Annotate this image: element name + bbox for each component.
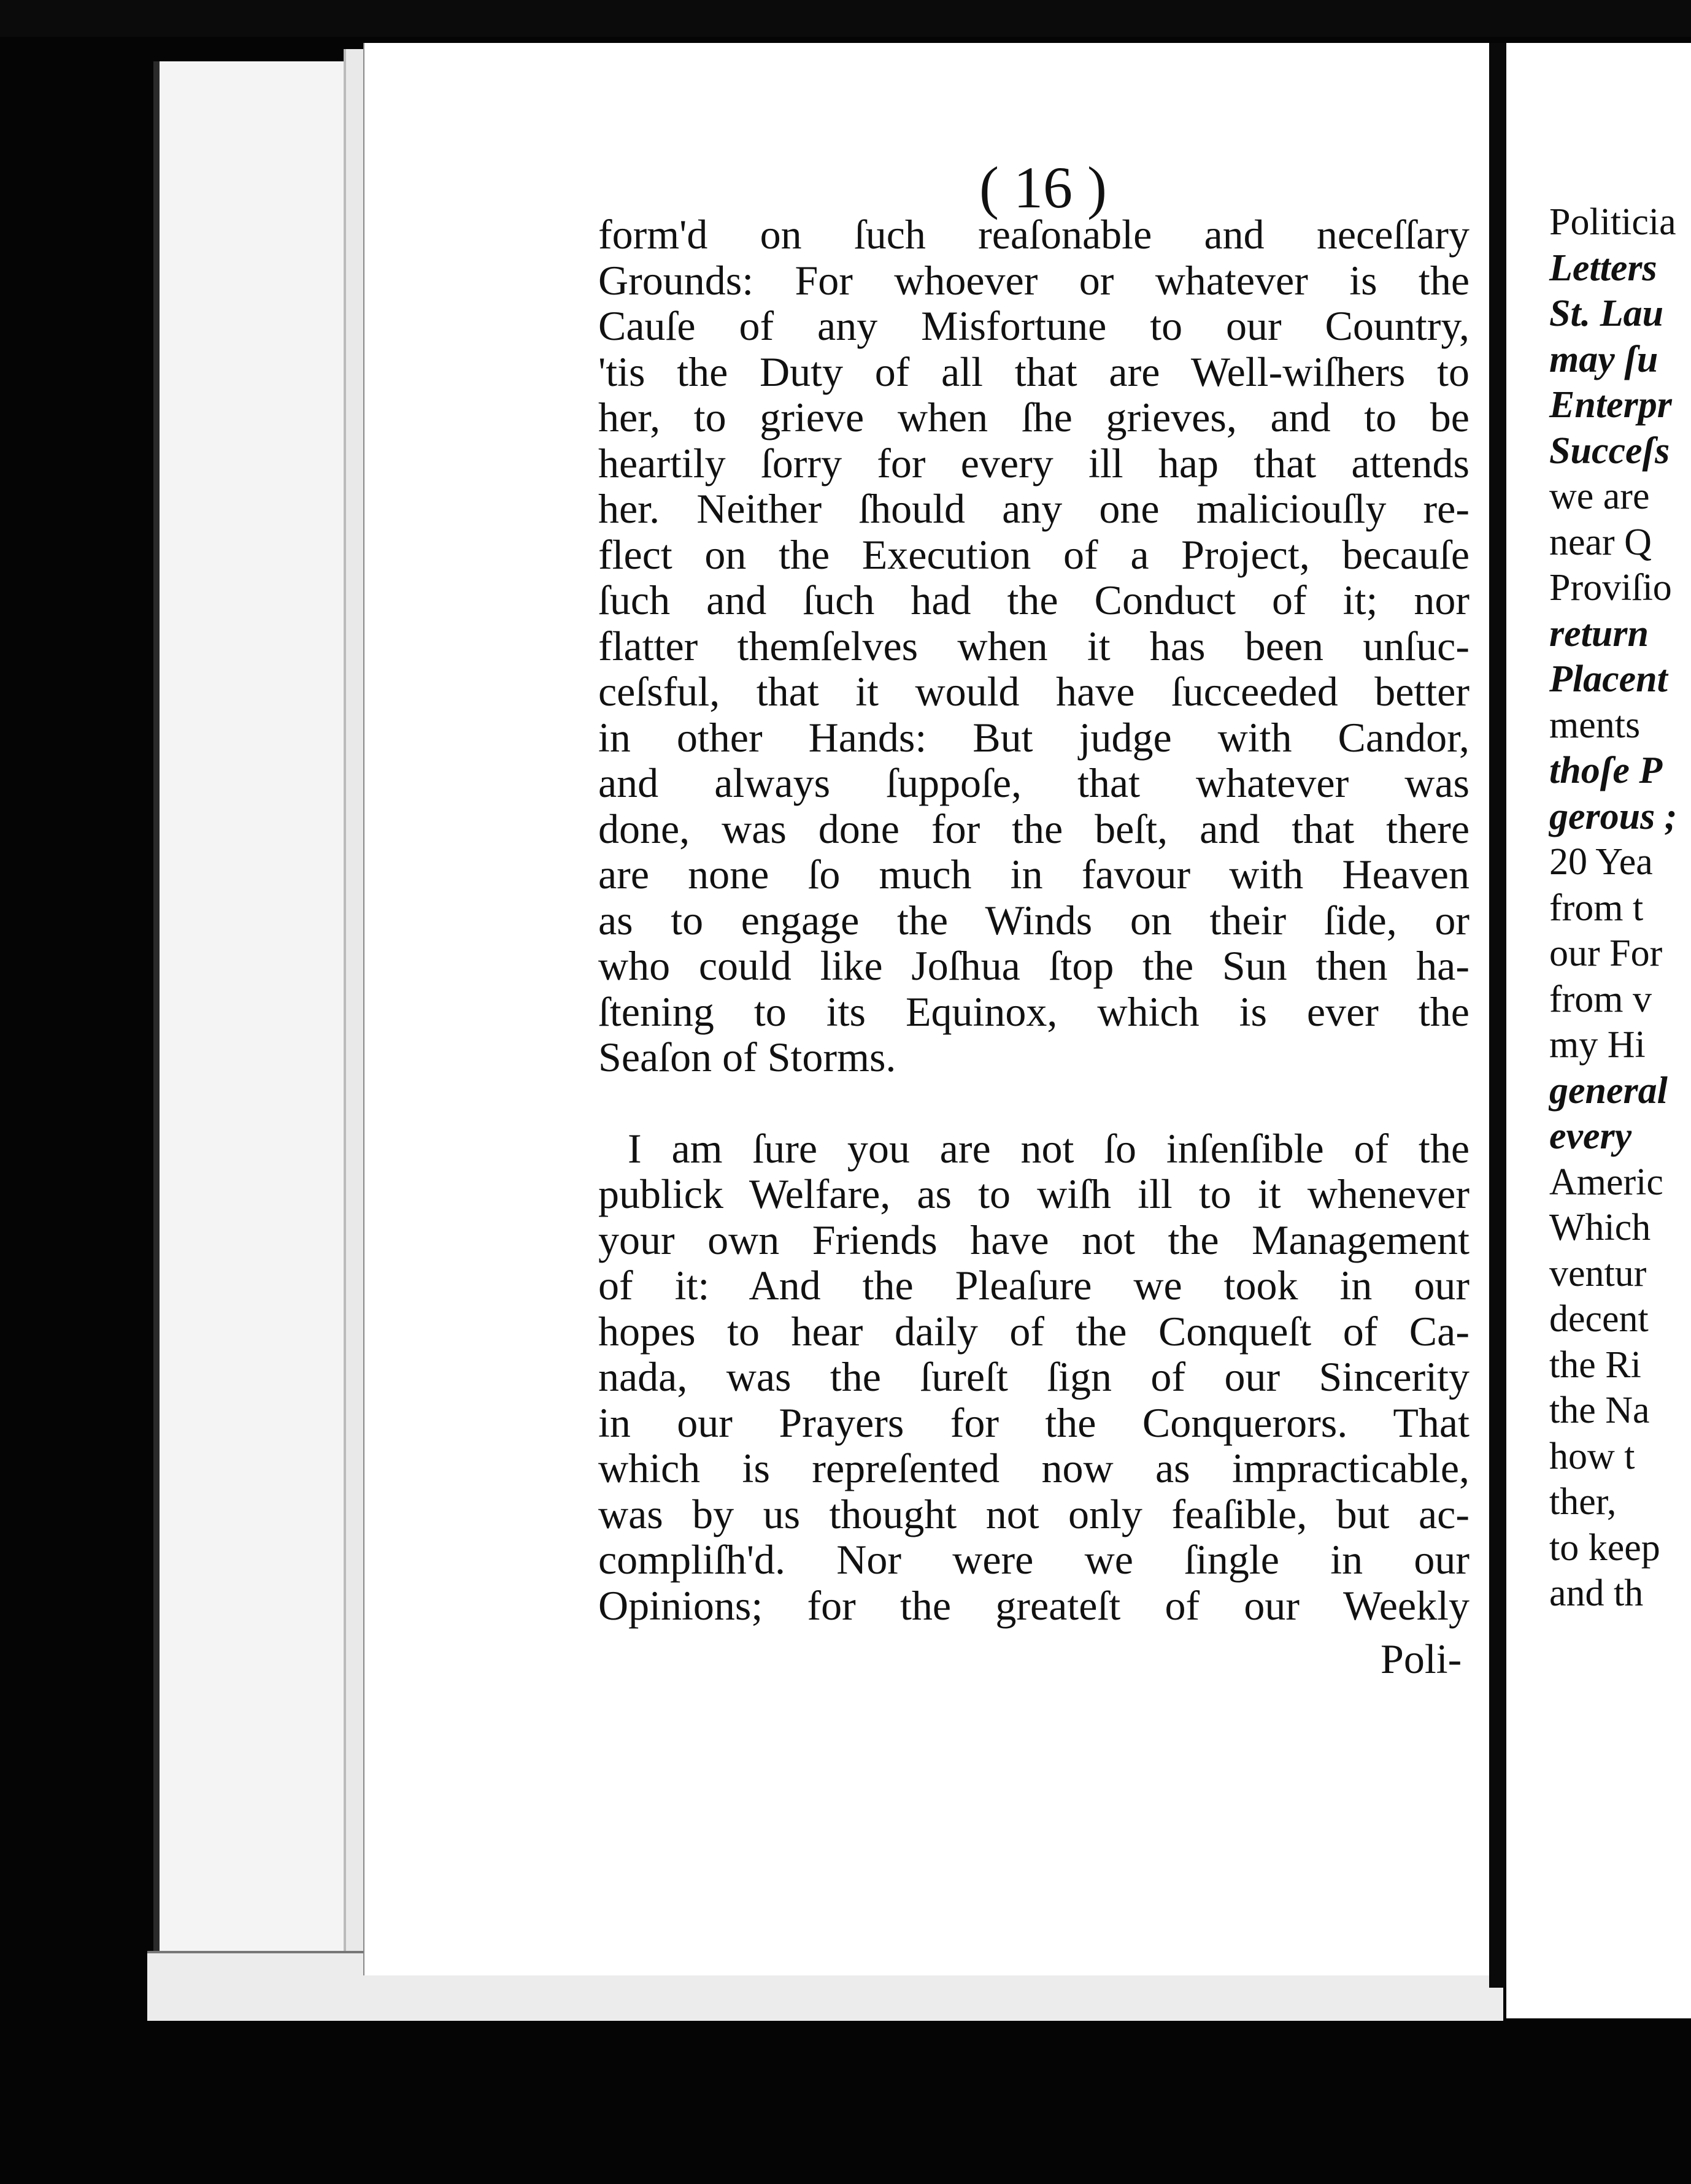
next-page-line: Politicia <box>1549 201 1676 243</box>
text-line: Seaſon of Storms. <box>598 1034 896 1080</box>
next-page-line: from t <box>1549 886 1644 929</box>
gutter-shadow <box>1489 43 1506 1988</box>
next-page-line: return <box>1549 612 1649 655</box>
text-line: as to engage the Winds on their ſide, or <box>598 896 1470 944</box>
text-line: which is repreſented now as impracticable, <box>598 1445 1470 1491</box>
next-page-line: to keep <box>1549 1526 1660 1569</box>
text-line: and always ſuppoſe, that whatever was <box>598 759 1470 806</box>
text-line: flect on the Execution of a Project, becauſe <box>598 531 1470 578</box>
next-page-line: our For <box>1549 932 1663 974</box>
next-page-line: we are <box>1549 475 1650 517</box>
previous-page-edge <box>153 61 368 1951</box>
paragraph-gap <box>598 1080 1470 1126</box>
text-line: was by us thought not only feaſible, but ac- <box>598 1490 1470 1537</box>
text-line: Grounds: For whoever or whatever is the <box>598 256 1470 304</box>
text-line: her, to grieve when ſhe grieves, and to be <box>598 394 1470 440</box>
next-page-line: Letters <box>1549 247 1657 289</box>
text-line: ſuch and ſuch had the Conduct of it; nor <box>598 577 1470 623</box>
text-line: her. Neither ſhould any one maliciouſly re- <box>598 485 1470 532</box>
text-line: flatter themſelves when it has been unſuc- <box>598 622 1470 669</box>
text-line: form'd on ſuch reaſonable and neceſſary <box>598 211 1470 258</box>
next-page-line: and th <box>1549 1572 1644 1614</box>
text-line: hopes to hear daily of the Conqueſt of Ca- <box>598 1307 1470 1355</box>
next-page-line: thoſe P <box>1549 750 1663 791</box>
next-page-line: ments <box>1549 704 1641 746</box>
text-line: Cauſe of any Misfortune to our Country, <box>598 302 1470 349</box>
text-line: in our Prayers for the Conquerors. That <box>598 1399 1470 1446</box>
text-line: 'tis the Duty of all that are Well-wiſhers to <box>598 348 1470 395</box>
next-page-line: how t <box>1549 1435 1635 1477</box>
top-strip <box>0 0 1691 37</box>
next-page-line: Proviſio <box>1549 567 1672 609</box>
text-line: heartily ſorry for every ill hap that attends <box>598 439 1470 486</box>
next-page-line: my Hi <box>1549 1024 1646 1066</box>
next-page-line: may ſu <box>1549 338 1658 380</box>
text-line: your own Friends have not the Management <box>598 1216 1470 1263</box>
text-line: compliſh'd. Nor were we ſingle in our <box>598 1536 1470 1583</box>
body-text <box>598 212 1470 1628</box>
next-page-line: St. Lau <box>1549 293 1664 334</box>
next-page-line: ther, <box>1549 1481 1617 1523</box>
next-page-line: every <box>1549 1115 1632 1157</box>
next-page-line: near Q <box>1549 521 1652 563</box>
next-page-line: general <box>1549 1069 1668 1112</box>
text-line: ceſsful, that it would have ſucceeded better <box>598 668 1470 715</box>
next-page-line: ventur <box>1549 1252 1647 1294</box>
next-page-line: decent <box>1549 1298 1649 1340</box>
next-page-line: Americ <box>1549 1161 1663 1203</box>
text-line: Opinions; for the greateſt of our Weekly <box>598 1582 1470 1629</box>
catchword: Poli- <box>1381 1636 1462 1682</box>
next-page-line: 20 Yea <box>1549 841 1653 883</box>
next-page-line: the Na <box>1549 1390 1650 1431</box>
next-page-line: the Ri <box>1549 1344 1641 1386</box>
text-line: who could like Joſhua ſtop the Sun then ha- <box>598 942 1470 989</box>
page-number: ( 16 ) <box>979 155 1107 220</box>
next-page-line: Enterpr <box>1549 384 1672 426</box>
next-page-text <box>1549 199 1691 1617</box>
text-line: in other Hands: But judge with Candor, <box>598 713 1470 761</box>
text-line: done, was done for the beſt, and that there <box>598 805 1470 852</box>
text-line: I am ſure you are not ſo inſenſible of the <box>628 1125 1470 1172</box>
next-page-line: Succeſs <box>1549 429 1670 472</box>
text-line: nada, was the ſureſt ſign of our Sincerity <box>598 1353 1470 1400</box>
text-line: publick Welfare, as to wiſh ill to it whenever <box>598 1171 1470 1217</box>
text-line: ſtening to its Equinox, which is ever the <box>598 988 1470 1035</box>
text-line: of it: And the Pleaſure we took in our <box>598 1262 1470 1309</box>
next-page-line: gerous ; <box>1549 795 1678 837</box>
text-line: are none ſo much in favour with Heaven <box>598 851 1470 898</box>
next-page-line: Placent <box>1549 658 1668 700</box>
next-page-line: Which <box>1549 1207 1651 1248</box>
next-page-line: from v <box>1549 978 1652 1020</box>
